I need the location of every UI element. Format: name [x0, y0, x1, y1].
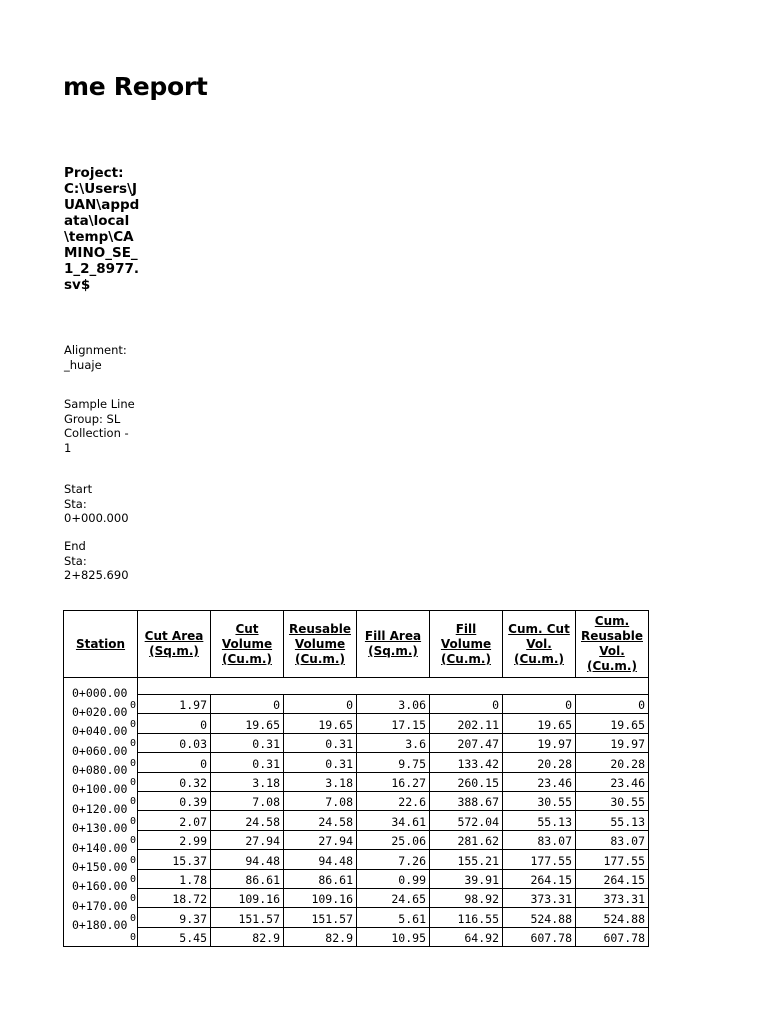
cut-area-cell: 2.99	[138, 830, 211, 849]
cut-volume-cell: 0.31	[211, 733, 284, 752]
cut-volume-cell: 3.18	[211, 772, 284, 791]
fill-volume-cell: 281.62	[430, 830, 503, 849]
station-value: 0+000.00	[72, 685, 128, 700]
cum-cut-vol-cell: 30.55	[503, 791, 576, 810]
table-row	[64, 869, 649, 888]
fill-volume-cell: 388.67	[430, 791, 503, 810]
reusable-volume-cell: 94.48	[284, 850, 357, 869]
fill-area-cell: 34.61	[357, 811, 430, 830]
station-value-tail: 0	[129, 815, 136, 827]
cum-cut-vol-cell: 19.97	[503, 733, 576, 752]
table-row	[64, 927, 649, 946]
cum-reusable-vol-cell: 83.07	[576, 830, 649, 849]
fill-area-cell: 7.26	[357, 850, 430, 869]
fill-area-cell: 25.06	[357, 830, 430, 849]
cut-volume-cell: 109.16	[211, 888, 284, 907]
fill-volume-cell: 98.92	[430, 888, 503, 907]
fill-area-cell: 10.95	[357, 927, 430, 946]
cum-reusable-vol-cell: 373.31	[576, 888, 649, 907]
reusable-volume-cell: 19.65	[284, 714, 357, 733]
station-value: 0+130.00	[72, 821, 128, 836]
cum-reusable-vol-cell: 524.88	[576, 908, 649, 927]
reusable-volume-cell: 7.08	[284, 791, 357, 810]
table-row	[64, 830, 649, 849]
station-cell	[64, 918, 138, 946]
station-value-tail: 0	[129, 874, 136, 886]
cum-reusable-vol-cell: 607.78	[576, 927, 649, 946]
station-value-tail: 0	[129, 738, 136, 750]
reusable-volume-cell: 151.57	[284, 908, 357, 927]
station-value: 0+060.00	[72, 743, 128, 758]
station-value-tail: 0	[129, 699, 136, 711]
cum-reusable-vol-cell: 55.13	[576, 811, 649, 830]
cut-volume-cell: 7.08	[211, 791, 284, 810]
header-cum-reusable-vol: Cum. Reusable Vol. (Cu.m.)	[576, 611, 649, 678]
fill-area-cell: 5.61	[357, 908, 430, 927]
cum-reusable-vol-cell: 20.28	[576, 753, 649, 772]
cum-cut-vol-cell: 20.28	[503, 753, 576, 772]
reusable-volume-cell: 24.58	[284, 811, 357, 830]
cut-volume-cell: 0.31	[211, 753, 284, 772]
header-cut-area: Cut Area (Sq.m.)	[138, 611, 211, 678]
alignment-label: Alignment:	[64, 343, 127, 357]
end-station-block	[64, 539, 138, 583]
cum-reusable-vol-cell: 19.97	[576, 733, 649, 752]
station-value-tail: 0	[129, 932, 136, 944]
cum-cut-vol-cell: 23.46	[503, 772, 576, 791]
header-station: Station	[64, 611, 138, 678]
start-label: Start	[64, 482, 93, 496]
station-value: 0+020.00	[72, 704, 128, 719]
cum-cut-vol-cell: 177.55	[503, 850, 576, 869]
fill-volume-cell: 133.42	[430, 753, 503, 772]
station-value: 0+140.00	[72, 840, 128, 855]
table-spacer-row	[64, 678, 649, 695]
header-cut-volume: Cut Volume (Cu.m.)	[211, 611, 284, 678]
table-row	[64, 811, 649, 830]
fill-area-cell: 9.75	[357, 753, 430, 772]
fill-area-cell: 3.6	[357, 733, 430, 752]
start-value: Sta: 0+000.000	[64, 496, 129, 525]
end-value: Sta: 2+825.690	[64, 553, 129, 582]
fill-volume-cell: 202.11	[430, 714, 503, 733]
station-value-tail: 0	[129, 912, 136, 924]
cut-volume-cell: 82.9	[211, 927, 284, 946]
cut-area-cell: 0.39	[138, 791, 211, 810]
table-row	[64, 850, 649, 869]
cut-area-cell: 0.32	[138, 772, 211, 791]
report-title: me Report	[63, 72, 208, 101]
table-row	[64, 714, 649, 733]
fill-area-cell: 3.06	[357, 695, 430, 714]
fill-area-cell: 16.27	[357, 772, 430, 791]
fill-volume-cell: 116.55	[430, 908, 503, 927]
header-fill-area: Fill Area (Sq.m.)	[357, 611, 430, 678]
cum-reusable-vol-cell: 0	[576, 695, 649, 714]
station-value-tail: 0	[129, 893, 136, 905]
station-value-tail: 0	[129, 854, 136, 866]
station-value: 0+040.00	[72, 724, 128, 739]
volume-table	[63, 610, 649, 947]
table-row	[64, 908, 649, 927]
cum-cut-vol-cell: 0	[503, 695, 576, 714]
table-row	[64, 753, 649, 772]
cum-cut-vol-cell: 373.31	[503, 888, 576, 907]
fill-volume-cell: 572.04	[430, 811, 503, 830]
cut-area-cell: 5.45	[138, 927, 211, 946]
reusable-volume-cell: 0.31	[284, 753, 357, 772]
sample-line-block	[64, 397, 138, 455]
cum-reusable-vol-cell: 30.55	[576, 791, 649, 810]
cut-area-cell: 9.37	[138, 908, 211, 927]
station-value-tail: 0	[129, 757, 136, 769]
cut-volume-cell: 94.48	[211, 850, 284, 869]
reusable-volume-cell: 109.16	[284, 888, 357, 907]
table-row	[64, 772, 649, 791]
cum-reusable-vol-cell: 19.65	[576, 714, 649, 733]
fill-area-cell: 0.99	[357, 869, 430, 888]
fill-volume-cell: 207.47	[430, 733, 503, 752]
station-value-tail: 0	[129, 835, 136, 847]
station-value: 0+100.00	[72, 782, 128, 797]
reusable-volume-cell: 0	[284, 695, 357, 714]
fill-area-cell: 24.65	[357, 888, 430, 907]
fill-volume-cell: 260.15	[430, 772, 503, 791]
start-station-block	[64, 482, 138, 526]
cut-area-cell: 18.72	[138, 888, 211, 907]
header-fill-volume: Fill Volume (Cu.m.)	[430, 611, 503, 678]
cut-volume-cell: 151.57	[211, 908, 284, 927]
cum-cut-vol-cell: 55.13	[503, 811, 576, 830]
cut-area-cell: 0	[138, 714, 211, 733]
fill-area-cell: 22.6	[357, 791, 430, 810]
reusable-volume-cell: 82.9	[284, 927, 357, 946]
fill-volume-cell: 39.91	[430, 869, 503, 888]
station-value-tail: 0	[129, 718, 136, 730]
cum-cut-vol-cell: 524.88	[503, 908, 576, 927]
station-value: 0+180.00	[72, 918, 128, 933]
end-label: End	[64, 539, 86, 553]
cut-area-cell: 0	[138, 753, 211, 772]
reusable-volume-cell: 3.18	[284, 772, 357, 791]
reusable-volume-cell: 0.31	[284, 733, 357, 752]
header-cum-cut-vol: Cum. Cut Vol. (Cu.m.)	[503, 611, 576, 678]
table-row	[64, 733, 649, 752]
fill-volume-cell: 155.21	[430, 850, 503, 869]
cum-reusable-vol-cell: 264.15	[576, 869, 649, 888]
fill-volume-cell: 0	[430, 695, 503, 714]
alignment-block	[64, 343, 138, 372]
cut-area-cell: 15.37	[138, 850, 211, 869]
reusable-volume-cell: 86.61	[284, 869, 357, 888]
cut-volume-cell: 27.94	[211, 830, 284, 849]
cum-cut-vol-cell: 264.15	[503, 869, 576, 888]
table-row	[64, 695, 649, 714]
cum-reusable-vol-cell: 177.55	[576, 850, 649, 869]
cut-area-cell: 1.78	[138, 869, 211, 888]
cut-volume-cell: 86.61	[211, 869, 284, 888]
reusable-volume-cell: 27.94	[284, 830, 357, 849]
table-header-row	[64, 611, 649, 678]
station-value-tail: 0	[129, 777, 136, 789]
sample-line-value: SL Collection - 1	[64, 411, 129, 455]
header-reusable-volume: Reusable Volume (Cu.m.)	[284, 611, 357, 678]
cut-volume-cell: 24.58	[211, 811, 284, 830]
cum-cut-vol-cell: 607.78	[503, 927, 576, 946]
cum-reusable-vol-cell: 23.46	[576, 772, 649, 791]
fill-volume-cell: 64.92	[430, 927, 503, 946]
table-row	[64, 791, 649, 810]
cum-cut-vol-cell: 19.65	[503, 714, 576, 733]
station-value: 0+170.00	[72, 898, 128, 913]
alignment-value: _huaje	[64, 357, 102, 372]
fill-area-cell: 17.15	[357, 714, 430, 733]
sample-line-label: Sample Line Group:	[64, 397, 135, 426]
station-value: 0+160.00	[72, 879, 128, 894]
cut-volume-cell: 0	[211, 695, 284, 714]
cut-area-cell: 2.07	[138, 811, 211, 830]
station-value: 0+150.00	[72, 860, 128, 875]
station-value-tail: 0	[129, 796, 136, 808]
cut-volume-cell: 19.65	[211, 714, 284, 733]
station-value: 0+080.00	[72, 763, 128, 778]
table-row	[64, 888, 649, 907]
station-value: 0+120.00	[72, 801, 128, 816]
cut-area-cell: 0.03	[138, 733, 211, 752]
cut-area-cell: 1.97	[138, 695, 211, 714]
project-path: Project: C:\Users\JUAN\appdata\local\temp\CAMINO_SE_1_2_8977.sv$	[64, 165, 140, 293]
cum-cut-vol-cell: 83.07	[503, 830, 576, 849]
